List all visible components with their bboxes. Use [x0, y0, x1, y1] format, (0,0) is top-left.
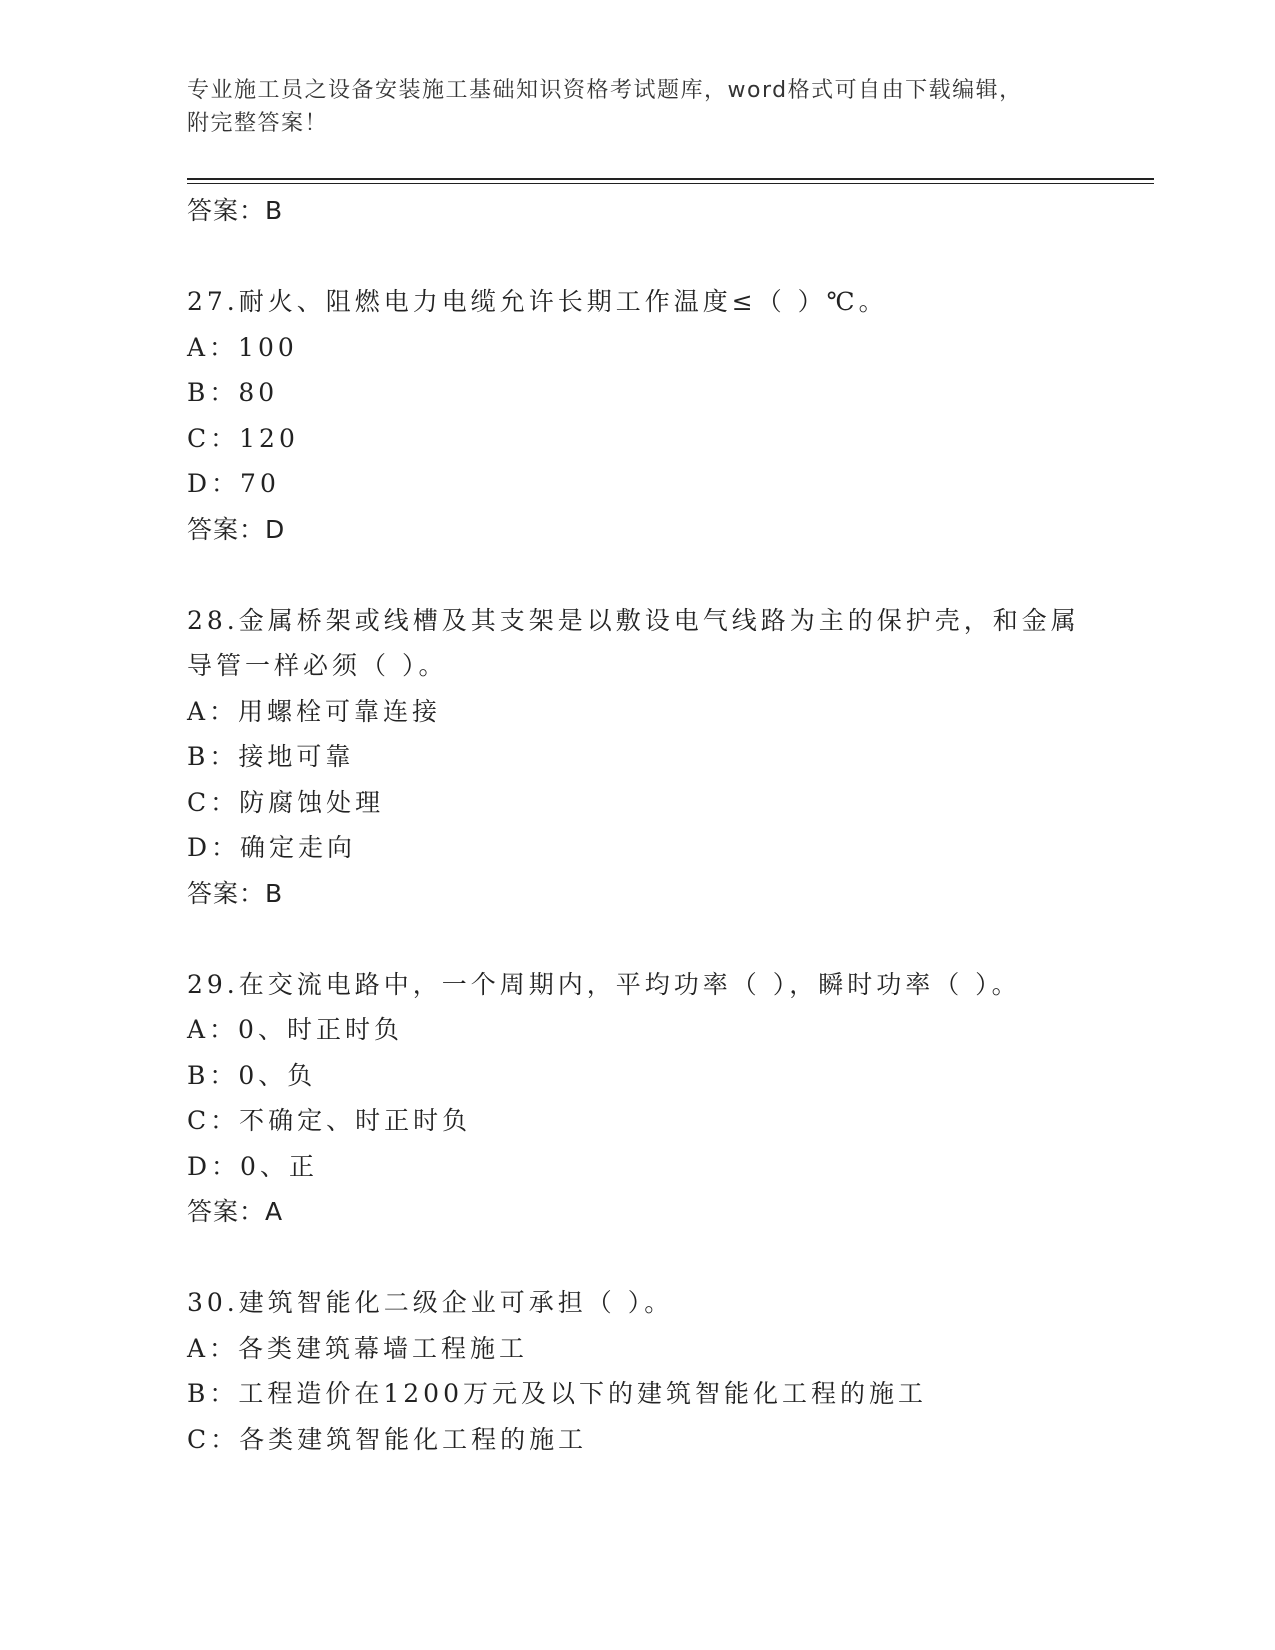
spacer: [187, 552, 1147, 598]
option-a: A：0、时正时负: [187, 1015, 403, 1044]
header-line-2: 附完整答案！: [187, 111, 329, 136]
header-divider-thin: [187, 183, 1154, 184]
option-d: D：0、正: [187, 1151, 318, 1181]
question-text: 27.耐火、阻燃电力电缆允许长期工作温度≤（ ）℃。: [187, 287, 888, 316]
option-a: A：各类建筑幕墙工程施工: [187, 1333, 529, 1363]
answer-line: 答案：B: [187, 878, 284, 908]
option-b: B：80: [187, 378, 279, 407]
option-a: A：100: [187, 332, 298, 362]
question-block-30: [187, 1280, 1147, 1462]
page-header: [187, 74, 1087, 140]
option-c: C：不确定、时正时负: [187, 1106, 472, 1135]
question-list: [187, 188, 1147, 1462]
option-d: D：确定走向: [187, 833, 357, 862]
answer-line: 答案：D: [187, 514, 286, 544]
option-b: B：0、负: [187, 1060, 317, 1090]
question-text-continued: 导管一样必须（ ）。: [187, 651, 448, 680]
option-c: C：120: [187, 423, 299, 453]
spacer: [187, 916, 1147, 962]
option-b: B：工程造价在1200万元及以下的建筑智能化工程的施工: [187, 1379, 927, 1408]
question-text: 28.金属桥架或线槽及其支架是以敷设电气线路为主的保护壳，和金属: [187, 605, 1080, 635]
spacer: [187, 1235, 1147, 1281]
header-line-1: 专业施工员之设备安装施工基础知识资格考试题库，word格式可自由下载编辑，: [187, 78, 1023, 103]
option-d: D：70: [187, 469, 280, 498]
spacer: [187, 234, 1147, 280]
option-b: B：接地可靠: [187, 742, 355, 771]
option-c: C：防腐蚀处理: [187, 787, 385, 817]
question-block-28: [187, 598, 1147, 917]
question-text: 29.在交流电路中，一个周期内，平均功率（ ），瞬时功率（ ）。: [187, 969, 1021, 999]
option-a: A：用螺栓可靠连接: [187, 696, 442, 726]
answer-line: 答案：B: [187, 196, 284, 225]
header-divider-thick: [187, 178, 1154, 180]
question-block-29: [187, 962, 1147, 1235]
answer-line: 答案：A: [187, 1197, 284, 1226]
question-text: 30.建筑智能化二级企业可承担（ ）。: [187, 1288, 674, 1317]
option-c: C：各类建筑智能化工程的施工: [187, 1424, 588, 1454]
question-block-27: [187, 279, 1147, 552]
